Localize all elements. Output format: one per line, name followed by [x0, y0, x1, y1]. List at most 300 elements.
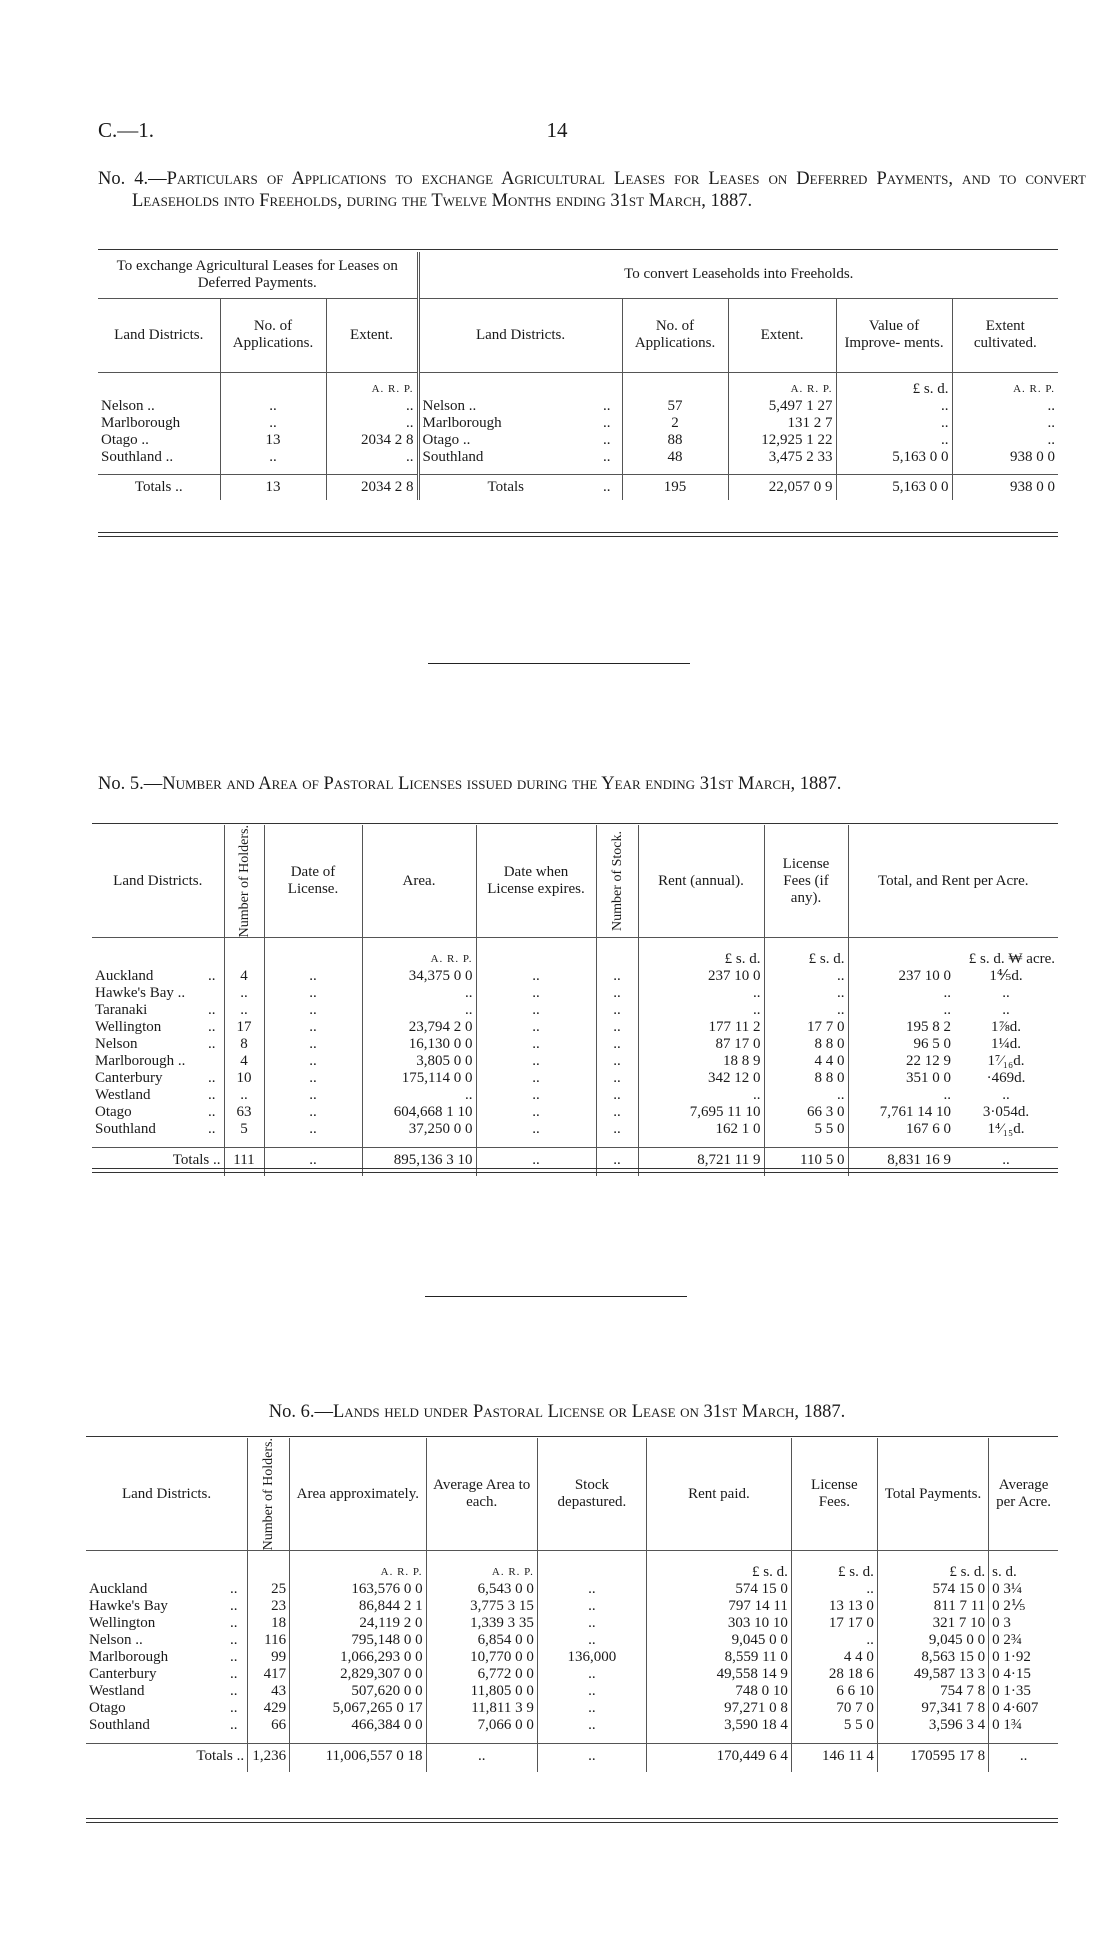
cell-holders: 4	[224, 968, 264, 985]
cell-average-area: 11,811 3 9	[426, 1700, 537, 1717]
cell-area: 507,620 0 0	[290, 1683, 426, 1700]
cell-applications: 2	[622, 415, 728, 432]
t4-h-land: Land Districts.	[114, 326, 204, 343]
cell-rent: 162 1 0	[638, 1121, 764, 1138]
table-row	[86, 1581, 1058, 1598]
cell-rent-per-acre: 1⅞d.	[991, 1018, 1021, 1035]
table-row	[86, 1649, 1058, 1666]
cell-holders: 66	[248, 1717, 290, 1734]
cell-extent-cultivated: ..	[952, 398, 1058, 415]
t6-total-label: Totals ..	[196, 1748, 245, 1765]
cell-fees: 70 7 0	[791, 1700, 877, 1717]
cell-land-district: Southland	[418, 449, 592, 466]
cell-land-district: Marlborough ..	[95, 1052, 186, 1069]
cell-holders: 10	[224, 1070, 264, 1087]
t6-total-fees: 146 11 4	[791, 1744, 877, 1772]
cell-land-district: Southland ..	[101, 449, 174, 465]
cell-rent: 8,559 11 0	[646, 1649, 791, 1666]
cell-rent: 3,590 18 4	[646, 1717, 791, 1734]
table4-totals-row	[98, 474, 1058, 500]
cell-rent: ..	[638, 1087, 764, 1104]
cell-per-acre: 0 4·15	[989, 1666, 1058, 1683]
cell-land-district: Otago	[95, 1103, 132, 1120]
cell-land-district: Nelson	[95, 1035, 138, 1052]
cell-per-acre: 0 4·607	[989, 1700, 1058, 1717]
t4-total-v: 5,163 0 0	[836, 474, 952, 500]
cell-land-district: Westland	[89, 1682, 145, 1699]
t5-h-area: Area.	[362, 825, 476, 938]
t4-total-a2: 195	[622, 474, 728, 500]
cell-date-license: ..	[264, 1053, 362, 1070]
t5-unit-lsd: £ s. d.	[638, 938, 764, 968]
cell-rent-per-acre: ..	[1002, 984, 1010, 1001]
t5-total-dl: ..	[264, 1148, 362, 1176]
cell-area: ..	[362, 1087, 476, 1104]
cell-extent: ..	[326, 415, 418, 432]
cell-holders: 99	[248, 1649, 290, 1666]
cell-area: 2,829,307 0 0	[290, 1666, 426, 1683]
cell-rent: 342 12 0	[638, 1070, 764, 1087]
table-row	[86, 1615, 1058, 1632]
cell-rent: 574 15 0	[646, 1581, 791, 1598]
t4-unit-arp2: A. R. P.	[728, 372, 836, 398]
cell-expires: ..	[476, 1070, 596, 1087]
t5-h-land: Land Districts.	[113, 872, 203, 889]
section-separator-1	[428, 663, 690, 664]
cell-fees: 13 13 0	[791, 1598, 877, 1615]
cell-fees: 28 18 6	[791, 1666, 877, 1683]
cell-date-license: ..	[264, 1121, 362, 1138]
table4-caption	[98, 168, 1086, 212]
table-row	[92, 1087, 1058, 1104]
cell-leader: ..	[603, 415, 611, 431]
table6-caption	[0, 1401, 1114, 1423]
cell-holders: 417	[248, 1666, 290, 1683]
table-row	[92, 985, 1058, 1002]
cell-holders: ..	[224, 1002, 264, 1019]
t4-h-apps: No. of Applications.	[220, 298, 326, 372]
cell-total: 49,587 13 3	[877, 1666, 988, 1683]
cell-expires: ..	[476, 1104, 596, 1121]
cell-stock: ..	[596, 1104, 638, 1121]
t5-h-expires: Date when License expires.	[476, 825, 596, 938]
cell-stock: ..	[596, 1002, 638, 1019]
cell-leader: ..	[603, 432, 611, 448]
cell-extent-cultivated: 938 0 0	[952, 449, 1058, 466]
cell-fees: 4 4 0	[791, 1649, 877, 1666]
cell-average-area: 6,772 0 0	[426, 1666, 537, 1683]
t6-h-area: Area approximately.	[290, 1438, 426, 1551]
t4-total-dots: ..	[603, 478, 611, 495]
t6-h-rent: Rent paid.	[646, 1438, 791, 1551]
cell-rent-per-acre: 1¼d.	[991, 1035, 1021, 1052]
cell-average-area: 11,805 0 0	[426, 1683, 537, 1700]
cell-land-district: Taranaki	[95, 1001, 148, 1018]
cell-stock: ..	[537, 1581, 646, 1598]
t6-h-fees: License Fees.	[791, 1438, 877, 1551]
cell-per-acre: 0 1·92	[989, 1649, 1058, 1666]
section-separator-2	[425, 1296, 687, 1297]
cell-land-district: Nelson ..	[418, 398, 592, 415]
t4-total-c: 938 0 0	[952, 474, 1058, 500]
cell-leader: ..	[229, 1631, 238, 1648]
cell-holders: 8	[224, 1036, 264, 1053]
cell-stock: ..	[537, 1632, 646, 1649]
cell-total: 8,563 15 0	[877, 1649, 988, 1666]
cell-total: 22 12 9	[848, 1053, 954, 1070]
table-row	[86, 1717, 1058, 1734]
table4-caption-text: Particulars of Applications to exchange Agricultural Leases for Leases on Deferred Payments, and to convert Leaseholds into Freeholds, during the Twelve Months ending 31st March, 1887.	[132, 169, 1086, 211]
t4-unit-arp: A. R. P.	[326, 372, 418, 398]
cell-rent-per-acre: ..	[1002, 1001, 1010, 1018]
cell-average-area: 1,339 3 35	[426, 1615, 537, 1632]
cell-total: 574 15 0	[877, 1581, 988, 1598]
t5-h-fees: License Fees (if any).	[764, 825, 848, 938]
cell-total: 97,341 7 8	[877, 1700, 988, 1717]
cell-holders: 18	[248, 1615, 290, 1632]
table5-top-rule	[92, 823, 1058, 824]
cell-leader: ..	[603, 398, 611, 414]
cell-date-license: ..	[264, 1019, 362, 1036]
t6-total-st: ..	[537, 1744, 646, 1772]
cell-total: 754 7 8	[877, 1683, 988, 1700]
cell-applications: 13	[220, 432, 326, 449]
cell-stock: ..	[537, 1666, 646, 1683]
cell-per-acre: 0 3¼	[989, 1581, 1058, 1598]
table-row	[98, 398, 1058, 415]
cell-leader: ..	[208, 1001, 216, 1018]
table-row	[92, 1002, 1058, 1019]
cell-total: 9,045 0 0	[877, 1632, 988, 1649]
table-row	[98, 449, 1058, 466]
cell-area: 24,119 2 0	[290, 1615, 426, 1632]
t5-total-h: 111	[224, 1148, 264, 1176]
cell-expires: ..	[476, 1087, 596, 1104]
cell-stock: ..	[596, 1121, 638, 1138]
cell-average-area: 3,775 3 15	[426, 1598, 537, 1615]
t5-total-tot: 8,831 16 9	[848, 1148, 954, 1176]
cell-rent-per-acre: 3·054d.	[982, 1103, 1030, 1120]
t4-total-e2: 22,057 0 9	[728, 474, 836, 500]
cell-average-area: 7,066 0 0	[426, 1717, 537, 1734]
cell-date-license: ..	[264, 968, 362, 985]
cell-total: 195 8 2	[848, 1019, 954, 1036]
table-row	[86, 1632, 1058, 1649]
cell-rent: 177 11 2	[638, 1019, 764, 1036]
cell-rent: 7,695 11 10	[638, 1104, 764, 1121]
t4-h-land2: Land Districts.	[418, 298, 622, 372]
cell-stock: ..	[537, 1615, 646, 1632]
cell-rent-per-acre: ..	[1002, 1086, 1010, 1103]
t4-h-value: Value of Improve- ments.	[836, 298, 952, 372]
cell-per-acre: 0 1¾	[989, 1717, 1058, 1734]
cell-land-district: Wellington	[95, 1018, 162, 1035]
cell-average-area: 10,770 0 0	[426, 1649, 537, 1666]
cell-area: 163,576 0 0	[290, 1581, 426, 1598]
cell-extent: 5,497 1 27	[728, 398, 836, 415]
cell-value-improvements: ..	[836, 432, 952, 449]
table-row	[98, 415, 1058, 432]
cell-leader: ..	[229, 1665, 238, 1682]
cell-holders: 116	[248, 1632, 290, 1649]
cell-total: 7,761 14 10	[848, 1104, 954, 1121]
t5-total-fees: 110 5 0	[764, 1148, 848, 1176]
table4	[98, 252, 1058, 500]
t5-h-rent: Rent (annual).	[638, 825, 764, 938]
table-row	[92, 1070, 1058, 1087]
t4-total-label: Totals ..	[134, 478, 183, 495]
cell-land-district: Marlborough	[418, 415, 592, 432]
cell-total: 167 6 0	[848, 1121, 954, 1138]
cell-holders: 23	[248, 1598, 290, 1615]
cell-stock: ..	[596, 1019, 638, 1036]
cell-expires: ..	[476, 1053, 596, 1070]
cell-rent: 9,045 0 0	[646, 1632, 791, 1649]
t4-h-cultivated: Extent cultivated.	[952, 298, 1058, 372]
cell-area: 86,844 2 1	[290, 1598, 426, 1615]
t4-h-extent: Extent.	[326, 298, 418, 372]
table-row	[86, 1700, 1058, 1717]
cell-area: ..	[362, 985, 476, 1002]
cell-rent: ..	[638, 985, 764, 1002]
cell-stock: 136,000	[537, 1649, 646, 1666]
cell-rent: 748 0 10	[646, 1683, 791, 1700]
table5-caption-text: Number and Area of Pastoral Licenses issued during the Year ending 31st March, 1887.	[162, 774, 842, 794]
t5-total-st: ..	[596, 1148, 638, 1176]
t5-total-label: Totals ..	[172, 1152, 221, 1169]
t5-unit-total: £ s. d. ₩ acre.	[848, 938, 1058, 968]
table-row	[92, 1036, 1058, 1053]
cell-area: 5,067,265 0 17	[290, 1700, 426, 1717]
cell-total: 321 7 10	[877, 1615, 988, 1632]
table-row	[92, 1104, 1058, 1121]
cell-holders: 43	[248, 1683, 290, 1700]
t6-total-avg: ..	[426, 1744, 537, 1772]
t5-total-pa: ..	[1002, 1152, 1010, 1169]
cell-date-license: ..	[264, 1002, 362, 1019]
cell-fees: 6 6 10	[791, 1683, 877, 1700]
table-row	[98, 432, 1058, 449]
page-reference: C.—1.	[98, 118, 155, 142]
cell-stock: ..	[596, 1053, 638, 1070]
t4-h-apps2: No. of Applications.	[622, 298, 728, 372]
cell-holders: 429	[248, 1700, 290, 1717]
cell-land-district: Westland	[95, 1086, 151, 1103]
cell-area: 1,066,293 0 0	[290, 1649, 426, 1666]
cell-fees: ..	[764, 968, 848, 985]
cell-total: ..	[848, 985, 954, 1002]
cell-average-area: 6,543 0 0	[426, 1581, 537, 1598]
cell-stock: ..	[596, 985, 638, 1002]
cell-fees: ..	[764, 985, 848, 1002]
cell-total: 237 10 0	[848, 968, 954, 985]
cell-leader: ..	[229, 1716, 238, 1733]
cell-per-acre: 0 2⅕	[989, 1598, 1058, 1615]
cell-land-district: Otago ..	[101, 432, 149, 448]
table4-group-left: To exchange Agricultural Leases for Leases on Deferred Payments.	[98, 252, 418, 298]
table-row	[92, 968, 1058, 985]
cell-rent: 237 10 0	[638, 968, 764, 985]
cell-land-district: Canterbury	[89, 1665, 157, 1682]
table4-top-rule	[98, 249, 1058, 250]
t4-total-e1: 2034 2 8	[326, 474, 418, 500]
cell-holders: ..	[224, 985, 264, 1002]
cell-expires: ..	[476, 968, 596, 985]
t4-unit-arp3: A. R. P.	[952, 372, 1058, 398]
cell-leader: ..	[208, 1018, 216, 1035]
cell-fees: 17 7 0	[764, 1019, 848, 1036]
t6-total-rent: 170,449 6 4	[646, 1744, 791, 1772]
cell-land-district: Hawke's Bay ..	[95, 984, 186, 1001]
cell-expires: ..	[476, 1019, 596, 1036]
table-row	[86, 1683, 1058, 1700]
cell-applications: 48	[622, 449, 728, 466]
cell-applications: ..	[220, 449, 326, 466]
cell-land-district: Nelson ..	[101, 398, 155, 414]
table5	[92, 825, 1058, 1176]
cell-rent: 49,558 14 9	[646, 1666, 791, 1683]
cell-land-district: Marlborough	[101, 415, 181, 431]
cell-area: 175,114 0 0	[362, 1070, 476, 1087]
cell-fees: 8 8 0	[764, 1036, 848, 1053]
cell-leader: ..	[229, 1597, 238, 1614]
cell-holders: 17	[224, 1019, 264, 1036]
t4-h-extent2: Extent.	[728, 298, 836, 372]
cell-rent: 87 17 0	[638, 1036, 764, 1053]
cell-land-district: Marlborough	[89, 1648, 169, 1665]
table-row	[92, 1053, 1058, 1070]
t5-total-area: 895,136 3 10	[362, 1148, 476, 1176]
table-row	[86, 1666, 1058, 1683]
t6-h-total: Total Payments.	[877, 1438, 988, 1551]
cell-rent-per-acre: 1⁷⁄₁₆d.	[987, 1052, 1025, 1069]
cell-rent: 303 10 10	[646, 1615, 791, 1632]
table5-caption-number: No. 5.—	[98, 774, 163, 794]
cell-fees: 4 4 0	[764, 1053, 848, 1070]
cell-stock: ..	[596, 1036, 638, 1053]
table4-caption-number: No. 4.—	[98, 169, 167, 189]
cell-leader	[200, 985, 224, 1002]
t6-h-land: Land Districts.	[121, 1485, 212, 1502]
cell-land-district: Wellington	[89, 1614, 156, 1631]
cell-value-improvements: ..	[836, 415, 952, 432]
page-header	[0, 112, 1114, 152]
cell-date-license: ..	[264, 1070, 362, 1087]
cell-applications: ..	[220, 415, 326, 432]
cell-extent: 3,475 2 33	[728, 449, 836, 466]
cell-holders: ..	[224, 1087, 264, 1104]
cell-area: 37,250 0 0	[362, 1121, 476, 1138]
t6-total-area: 11,006,557 0 18	[290, 1744, 426, 1772]
t4-total-label2: Totals	[418, 474, 592, 500]
cell-total: 811 7 11	[877, 1598, 988, 1615]
cell-land-district: Otago	[89, 1699, 126, 1716]
table6-totals-row	[86, 1744, 1058, 1772]
cell-per-acre: 0 3	[989, 1615, 1058, 1632]
cell-value-improvements: 5,163 0 0	[836, 449, 952, 466]
cell-fees: ..	[764, 1002, 848, 1019]
cell-rent-per-acre: 1⁴⁄₁₅d.	[987, 1120, 1025, 1137]
cell-total: 3,596 3 4	[877, 1717, 988, 1734]
cell-total: 96 5 0	[848, 1036, 954, 1053]
table5-caption	[98, 773, 1092, 795]
table6-bottom-rule	[86, 1818, 1058, 1823]
cell-extent: ..	[326, 449, 418, 466]
cell-rent: ..	[638, 1002, 764, 1019]
cell-leader: ..	[208, 1103, 216, 1120]
cell-extent: 131 2 7	[728, 415, 836, 432]
cell-rent-per-acre: ·469d.	[986, 1069, 1026, 1086]
cell-stock: ..	[537, 1717, 646, 1734]
t5-h-date: Date of License.	[264, 825, 362, 938]
cell-total: 351 0 0	[848, 1070, 954, 1087]
cell-leader: ..	[229, 1648, 238, 1665]
t5-unit-arp: A. R. P.	[362, 938, 476, 968]
cell-holders: 63	[224, 1104, 264, 1121]
table5-bottom-rule	[92, 1168, 1058, 1173]
cell-fees: 8 8 0	[764, 1070, 848, 1087]
t6-unit-fees: £ s. d.	[791, 1551, 877, 1581]
t6-total-tot: 170595 17 8	[877, 1744, 988, 1772]
t5-h-holders: Number of Holders.	[224, 825, 264, 938]
t4-unit-lsd: £ s. d.	[836, 372, 952, 398]
cell-applications: ..	[220, 398, 326, 415]
cell-total: ..	[848, 1087, 954, 1104]
cell-fees: ..	[764, 1087, 848, 1104]
cell-holders: 5	[224, 1121, 264, 1138]
cell-stock: ..	[596, 968, 638, 985]
cell-applications: 57	[622, 398, 728, 415]
cell-value-improvements: ..	[836, 398, 952, 415]
cell-land-district: Southland	[89, 1716, 150, 1733]
cell-date-license: ..	[264, 1087, 362, 1104]
cell-extent-cultivated: ..	[952, 415, 1058, 432]
table6-caption-text: Lands held under Pastoral License or Lease on 31st March, 1887.	[332, 1402, 846, 1422]
t5-unit-fees: £ s. d.	[764, 938, 848, 968]
t5-h-stock: Number of Stock.	[596, 825, 638, 938]
cell-fees: ..	[791, 1632, 877, 1649]
t6-unit-lsd: £ s. d.	[646, 1551, 791, 1581]
t6-unit-total: £ s. d.	[877, 1551, 988, 1581]
cell-land-district: Auckland	[89, 1580, 148, 1597]
cell-leader: ..	[208, 1086, 216, 1103]
t5-total-rent: 8,721 11 9	[638, 1148, 764, 1176]
cell-land-district: Canterbury	[95, 1069, 163, 1086]
cell-stock: ..	[596, 1070, 638, 1087]
cell-area: 604,668 1 10	[362, 1104, 476, 1121]
cell-leader: ..	[208, 1035, 216, 1052]
cell-leader: ..	[603, 449, 611, 465]
cell-extent: 2034 2 8	[326, 432, 418, 449]
cell-date-license: ..	[264, 1104, 362, 1121]
cell-leader: ..	[229, 1614, 238, 1631]
cell-area: 34,375 0 0	[362, 968, 476, 985]
cell-stock: ..	[537, 1683, 646, 1700]
cell-fees: ..	[791, 1581, 877, 1598]
cell-land-district: Auckland	[95, 967, 154, 984]
cell-leader	[200, 1053, 224, 1070]
t6-h-holders: Number of Holders.	[248, 1438, 290, 1551]
cell-area: 795,148 0 0	[290, 1632, 426, 1649]
cell-average-area: 6,854 0 0	[426, 1632, 537, 1649]
table4-group-right: To convert Leaseholds into Freeholds.	[418, 252, 1058, 298]
cell-extent: ..	[326, 398, 418, 415]
cell-land-district: Hawke's Bay	[89, 1597, 168, 1614]
cell-area: 466,384 0 0	[290, 1717, 426, 1734]
cell-expires: ..	[476, 1002, 596, 1019]
t6-h-avg: Average Area to each.	[426, 1438, 537, 1551]
cell-land-district: Southland	[95, 1120, 156, 1137]
